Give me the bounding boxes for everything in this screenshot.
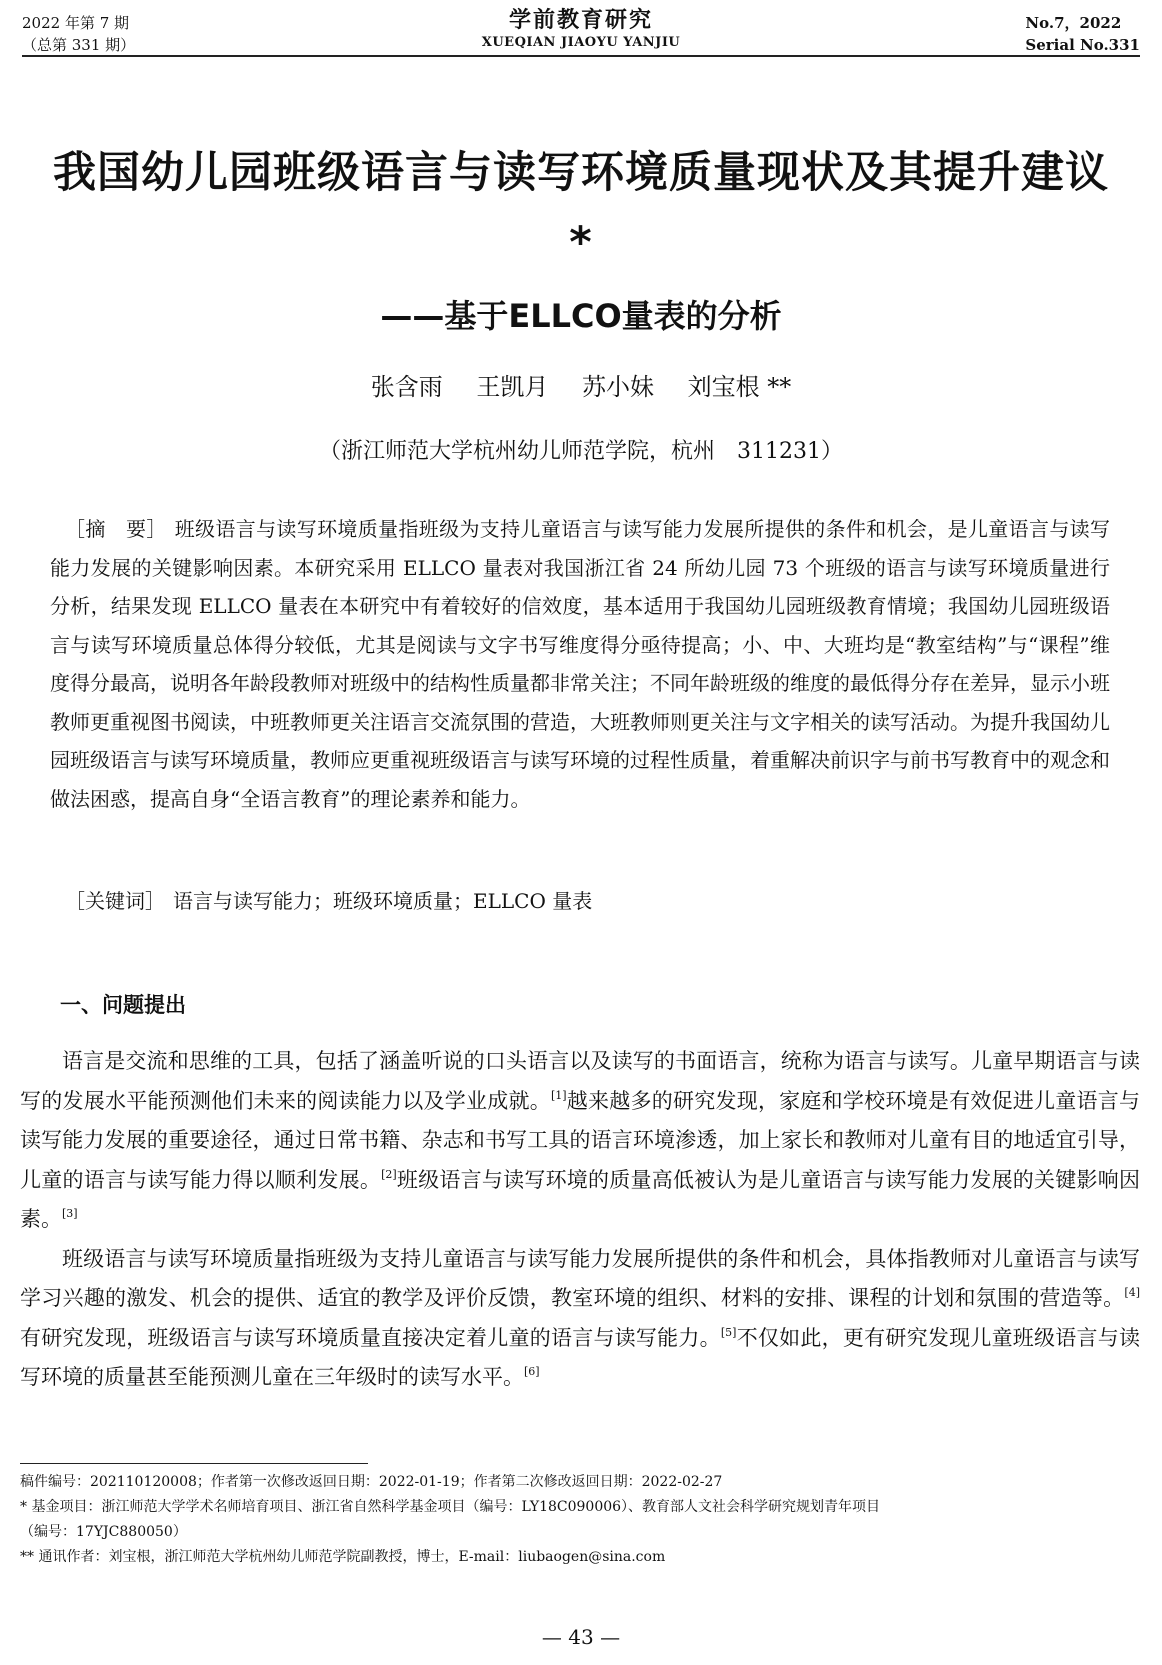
author-list bbox=[0, 372, 1162, 402]
citation-ref: [2] bbox=[381, 1167, 397, 1181]
keywords bbox=[65, 882, 1110, 920]
journal-masthead bbox=[0, 8, 1162, 52]
affiliation: （浙江师范大学杭州幼儿师范学院，杭州 311231） bbox=[319, 439, 843, 464]
keywords-text: 语言与读写能力；班级环境质量；ELLCO 量表 bbox=[173, 889, 593, 913]
footnote-manuscript: 稿件编号：202110120008；作者第一次修改返回日期：2022-01-19；作者第二次修改返回日期：2022-02-27 bbox=[20, 1474, 723, 1490]
abstract-text: 班级语言与读写环境质量指班级为支持儿童语言与读写能力发展所提供的条件和机会，是儿童语言与读写能力发展的关键影响因素。本研究采用 ELLCO 量表对我国浙江省 24 所幼儿园 73 个班级的语言与读写环境质量进行分析，结果发现 ELLCO 量表在本研究中有着较好的信效度，基本适用于我国幼儿园班级教育情境；我国幼儿园班级语言与读写环境质量总体得分较低，尤其是阅读与文字书写维度得分亟待提高；小、中、大班均是“教室结构”与“课程”维度得分最高，说明各年龄段教师对班级中的结构性质量都非常关注；不同年龄班级的维度的最低得分存在差异，显示小班教师更重视图书阅读，中班教师更关注语言交流氛围的营造，大班教师则更关注与文字相关的读写活动。为提升我国幼儿园班级语言与读写环境质量，教师应更重视班级语言与读写环境的过程性质量，着重解决前识字与前书写教育中的观念和做法困惑，提高自身“全语言教育”的理论素养和能力。 bbox=[50, 517, 1111, 811]
author-name: 苏小妹 bbox=[582, 373, 654, 401]
abstract-label: ［摘 要］ bbox=[65, 517, 167, 541]
section-heading: 一、问题提出 bbox=[60, 993, 186, 1017]
journal-name-en: XUEQIAN JIAOYU YANJIU bbox=[481, 35, 681, 50]
citation-ref: [5] bbox=[720, 1325, 737, 1339]
article-title: 我国幼儿园班级语言与读写环境质量现状及其提升建议 * bbox=[53, 148, 1109, 268]
author-name: 刘宝根 ** bbox=[687, 373, 792, 401]
citation-ref: [1] bbox=[550, 1088, 567, 1102]
footnote-corresponding: ** 通讯作者：刘宝根，浙江师范大学杭州幼儿师范学院副教授，博士，E-mail：liubaogen@sina.com bbox=[20, 1549, 666, 1565]
total-issue: （总第 331 期） bbox=[22, 36, 136, 54]
author-name: 王凯月 bbox=[476, 373, 549, 401]
journal-name-cn: 学前教育研究 bbox=[508, 8, 653, 33]
journal-issue-right bbox=[1025, 12, 1140, 56]
footnote-rule bbox=[20, 1463, 368, 1464]
abstract bbox=[50, 510, 1110, 818]
article-subtitle: ——基于ELLCO量表的分析 bbox=[380, 297, 782, 335]
header-rule bbox=[22, 55, 1140, 57]
serial-en: Serial No.331 bbox=[1025, 36, 1140, 54]
footnote-funding-cont: （编号：17YJC880050） bbox=[20, 1524, 187, 1540]
author-name: 张含雨 bbox=[370, 373, 443, 401]
keywords-label: ［关键词］ bbox=[65, 889, 165, 913]
page-number: — 43 — bbox=[541, 1625, 621, 1649]
body-paragraph: 语言是交流和思维的工具，包括了涵盖听说的口头语言以及读写的书面语言，统称为语言与读写。儿童早期语言与读写的发展水平能预测他们未来的阅读能力以及学业成就。[1]越来越多的研究发现，家庭和学校环境是有效促进儿童语言与读写能力发展的重要途径，通过日常书籍、杂志和书写工具的语言环境渗透，加上家长和教师对儿童有目的地适宜引导，儿童的语言与读写能力得以顺利发展。[2]班级语言与读写环境的质量高低被认为是儿童语言与读写能力发展的关键影响因素。[3] bbox=[20, 1049, 1141, 1231]
year-issue: 2022 年第 7 期 bbox=[22, 14, 130, 32]
footnotes bbox=[20, 1470, 1140, 1570]
citation-ref: [4] bbox=[1124, 1286, 1140, 1299]
footnote-funding: * 基金项目：浙江师范大学学术名师培育项目、浙江省自然科学基金项目（编号：LY18C090006）、教育部人文社会科学研究规划青年项目 bbox=[20, 1499, 881, 1515]
section-body bbox=[20, 1042, 1140, 1398]
body-paragraph: 班级语言与读写环境质量指班级为支持儿童语言与读写能力发展所提供的条件和机会，具体指教师对儿童语言与读写学习兴趣的激发、机会的提供、适宜的教学及评价反馈，教室环境的组织、材料的安排、课程的计划和氛围的营造等。[4]有研究发现，班级语言与读写环境质量直接决定着儿童的语言与读写能力。[5]不仅如此，更有研究发现儿童班级语言与读写环境的质量甚至能预测儿童在三年级时的读写水平。[6] bbox=[20, 1246, 1141, 1389]
citation-ref: [3] bbox=[62, 1207, 78, 1220]
issue-en: No.7，2022 bbox=[1025, 14, 1122, 32]
citation-ref: [6] bbox=[524, 1365, 540, 1378]
